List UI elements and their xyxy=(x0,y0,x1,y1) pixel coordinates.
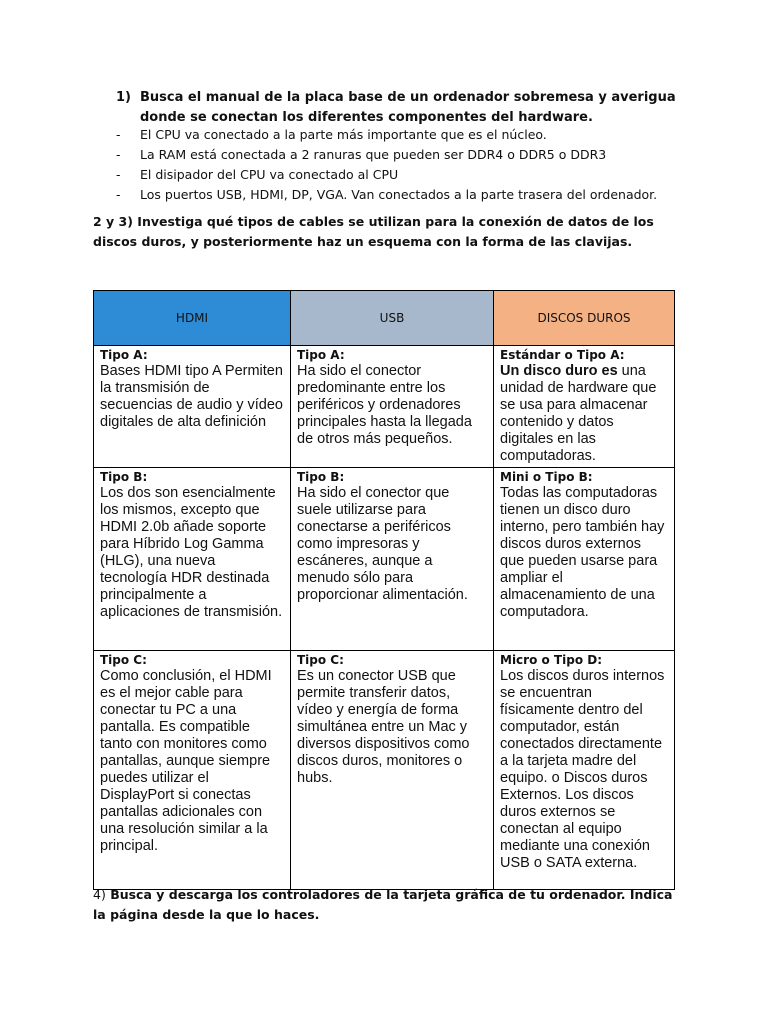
table-cell xyxy=(494,468,675,651)
cell-description: Ha sido el conector predominante entre los periféricos y ordenadores principales hasta la llegada de otros más pequeños. xyxy=(297,363,472,447)
question-4 xyxy=(93,885,683,925)
cell-description: Ha sido el conector que suele utilizarse para conectarse a periféricos como impresoras y escáneres, aunque a menudo sólo para proporcionar alimentación. xyxy=(297,485,468,603)
cell-type-label: Tipo A: xyxy=(297,348,345,362)
question-4-number: 4) xyxy=(93,887,106,902)
question-1-answers xyxy=(116,125,716,205)
header-discos-duros: DISCOS DUROS xyxy=(494,291,675,346)
table-header-row xyxy=(94,291,675,346)
cell-text: una unidad de hardware que se usa para almacenar contenido y datos digitales en las computadoras. xyxy=(500,363,657,464)
table-cell xyxy=(94,651,291,890)
table-cell xyxy=(291,651,494,890)
answer-item: - Los puertos USB, HDMI, DP, VGA. Van conectados a la parte trasera del ordenador. xyxy=(116,185,716,205)
answer-item: - El CPU va conectado a la parte más importante que es el núcleo. xyxy=(116,125,716,145)
table-cell xyxy=(94,468,291,651)
cell-type-label: Tipo B: xyxy=(297,470,345,484)
table-row xyxy=(94,651,675,890)
table-cell xyxy=(291,468,494,651)
cell-description: Como conclusión, el HDMI es el mejor cable para conectar tu PC a una pantalla. Es compatible tanto con monitores como pantallas, aunque siempre puedes utilizar el DisplayPort si conectas pantallas adicionales con una resolución similar a la principal. xyxy=(100,668,272,854)
cell-type-label: Tipo C: xyxy=(297,653,344,667)
question-2-3: 2 y 3) Investiga qué tipos de cables se utilizan para la conexión de datos de los discos duros, y posteriormente haz un esquema con la forma de las clavijas. xyxy=(93,214,654,249)
cell-description xyxy=(500,363,668,465)
answer-item: - El disipador del CPU va conectado al CPU xyxy=(116,165,716,185)
table-cell xyxy=(291,346,494,468)
cell-description: Los dos son esencialmente los mismos, excepto que HDMI 2.0b añade soporte para Híbrido Log Gamma (HLG), una nueva tecnología HDR destinada principalmente a aplicaciones de transmisión. xyxy=(100,485,283,620)
cell-type-label: Tipo A: xyxy=(100,348,148,362)
question-1 xyxy=(116,88,676,128)
question-4-text: Busca y descarga los controladores de la tarjeta gráfica de tu ordenador. Indica la página desde la que lo haces. xyxy=(93,887,673,922)
cell-description: Todas las computadoras tienen un disco duro interno, pero también hay discos duros externos que pueden usarse para ampliar el almacenamiento de una computadora. xyxy=(500,485,665,620)
cables-table xyxy=(93,290,675,890)
cell-type-label: Tipo C: xyxy=(100,653,147,667)
cell-lead: Un disco duro es xyxy=(500,363,618,379)
question-1-number: 1) xyxy=(116,90,131,105)
cell-description: Es un conector USB que permite transferir datos, vídeo y energía de forma simultánea entre un Mac y diversos dispositivos como discos duros, monitores o hubs. xyxy=(297,668,470,786)
answer-item: - La RAM está conectada a 2 ranuras que pueden ser DDR4 o DDR5 o DDR3 xyxy=(116,145,716,165)
cell-type-label: Tipo B: xyxy=(100,470,148,484)
table-cell xyxy=(494,346,675,468)
table-row xyxy=(94,468,675,651)
cell-description: Los discos duros internos se encuentran físicamente dentro del computador, están conectados directamente a la tarjeta madre del equipo. o Discos duros Externos. Los discos duros externos se conectan al equipo mediante una conexión USB o SATA externa. xyxy=(500,668,665,871)
cell-description: Bases HDMI tipo A Permiten la transmisión de secuencias de audio y vídeo digitales de alta definición xyxy=(100,363,283,430)
table-cell xyxy=(494,651,675,890)
cell-type-label: Mini o Tipo B: xyxy=(500,470,593,484)
table-cell xyxy=(94,346,291,468)
header-hdmi: HDMI xyxy=(94,291,291,346)
table-row xyxy=(94,346,675,468)
question-1-text: Busca el manual de la placa base de un ordenador sobremesa y averigua donde se conectan los diferentes componentes del hardware. xyxy=(140,90,676,125)
cell-type-label: Estándar o Tipo A: xyxy=(500,348,625,362)
cell-type-label: Micro o Tipo D: xyxy=(500,653,602,667)
header-usb: USB xyxy=(291,291,494,346)
